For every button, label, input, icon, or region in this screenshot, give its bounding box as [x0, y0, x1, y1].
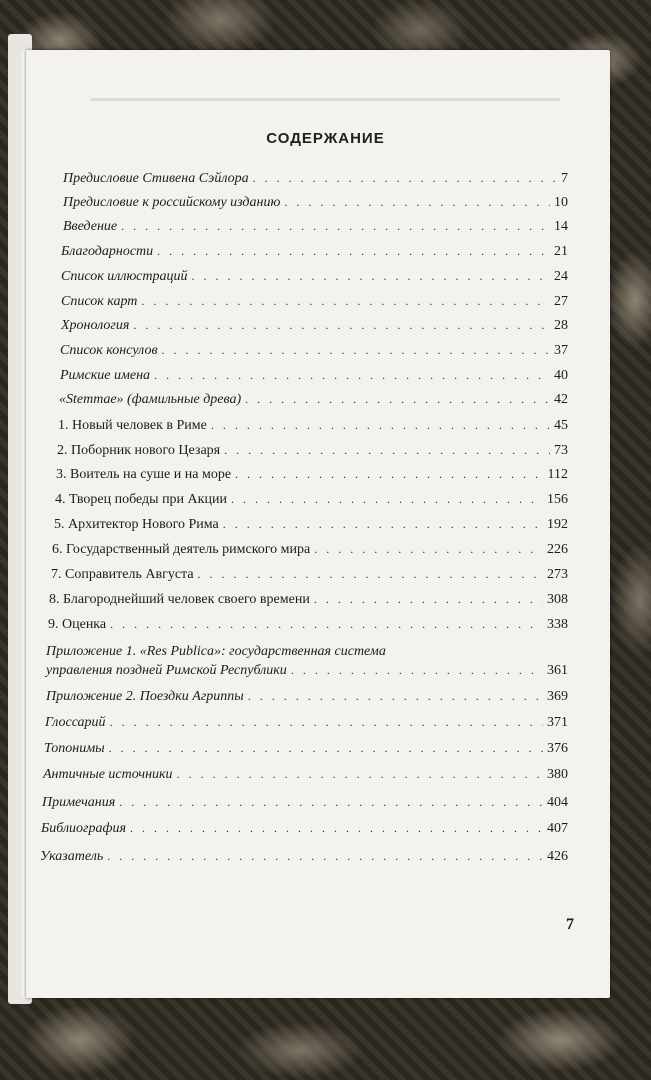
toc-entry	[63, 171, 568, 191]
toc-entry-label: Античные источники	[43, 767, 173, 782]
toc-entry	[61, 244, 568, 264]
toc-entry-page: 28	[554, 318, 568, 333]
leader-dots	[245, 392, 550, 407]
leader-dots	[119, 795, 543, 810]
toc-entry-label: Топонимы	[44, 741, 105, 756]
leader-dots	[107, 849, 543, 864]
toc-entry-label: Приложение 2. Поездки Агриппы	[46, 689, 244, 704]
leader-dots	[162, 343, 550, 358]
toc-entry-label: 4. Творец победы при Акции	[55, 492, 227, 507]
leader-dots	[235, 467, 543, 482]
toc-entry-label: 3. Воитель на суше и на море	[56, 467, 232, 482]
leader-dots	[314, 542, 543, 557]
toc-entry-page: 404	[547, 795, 568, 810]
toc-entry-page: 226	[547, 542, 568, 557]
leader-dots	[198, 567, 543, 582]
toc-entry-page: 73	[554, 443, 568, 458]
toc-entry	[63, 195, 568, 215]
page-number: 7	[566, 916, 574, 933]
toc-entry	[63, 219, 568, 239]
toc-chapter	[54, 517, 568, 537]
toc-entry	[46, 663, 568, 683]
toc-chapter	[58, 418, 568, 438]
toc-entry-page: 14	[554, 219, 568, 234]
toc-entry-page: 156	[547, 492, 568, 507]
toc-entry-page: 380	[547, 767, 568, 782]
toc-entry-label: 8. Благороднейший человек своего времени	[49, 592, 310, 607]
toc-entry	[40, 849, 568, 869]
toc-entry	[45, 715, 568, 735]
leader-dots	[291, 663, 543, 678]
toc-chapter	[52, 542, 568, 562]
toc-entry-label: 2. Поборник нового Цезаря	[57, 443, 221, 458]
leader-dots	[248, 689, 543, 704]
show-through-text	[90, 98, 560, 101]
appendix-1-first-line: Приложение 1. «Res Publica»: государственная система	[46, 644, 386, 659]
toc-entry-label: Список карт	[61, 294, 138, 309]
toc-entry	[41, 821, 568, 841]
toc-chapter	[48, 617, 568, 637]
toc-entry-label: 9. Оценка	[48, 617, 107, 632]
leader-dots	[141, 294, 550, 309]
toc-entry-page: 10	[554, 195, 568, 210]
toc-entry-label: Благодарности	[61, 244, 154, 259]
toc-entry-page: 37	[554, 343, 568, 358]
leader-dots	[110, 715, 543, 730]
leader-dots	[110, 617, 543, 632]
toc-entry-page: 338	[547, 617, 568, 632]
leader-dots	[154, 368, 550, 383]
toc-entry-label: Примечания	[42, 795, 116, 810]
toc-entry	[61, 318, 568, 338]
leader-dots	[314, 592, 543, 607]
toc-entry	[61, 294, 568, 314]
toc-entry-label: 7. Соправитель Августа	[51, 567, 194, 582]
toc-chapter	[51, 567, 568, 587]
toc-entry-page: 308	[547, 592, 568, 607]
leader-dots	[133, 318, 550, 333]
toc-entry-label: 6. Государственный деятель римского мира	[52, 542, 311, 557]
toc-entry	[42, 795, 568, 815]
toc-entry-page: 192	[547, 517, 568, 532]
toc-entry-page: 27	[554, 294, 568, 309]
toc-entry-page: 407	[547, 821, 568, 836]
toc-entry-label: Введение	[63, 219, 118, 234]
toc-entry	[46, 689, 568, 709]
toc-entry	[44, 741, 568, 761]
toc-entry-page: 42	[554, 392, 568, 407]
toc-entry-label: Предисловие Стивена Сэйлора	[63, 171, 249, 186]
leader-dots	[211, 418, 550, 433]
toc-entry-label: 5. Архитектор Нового Рима	[54, 517, 219, 532]
leader-dots	[284, 195, 550, 210]
leader-dots	[157, 244, 550, 259]
toc-entry-label: «Stemmae» (фамильные древа)	[59, 392, 242, 407]
toc-entry-page: 371	[547, 715, 568, 730]
toc-entry-label: Хронология	[61, 318, 130, 333]
toc-entry-page: 7	[561, 171, 568, 186]
toc-entry-page: 112	[547, 467, 568, 482]
page-title: СОДЕРЖАНИЕ	[266, 130, 385, 147]
toc-entry-page: 21	[554, 244, 568, 259]
toc-entry-label: Глоссарий	[45, 715, 106, 730]
toc-entry-label: Римские имена	[60, 368, 151, 383]
leader-dots	[121, 219, 550, 234]
toc-entry-page: 40	[554, 368, 568, 383]
leader-dots	[177, 767, 543, 782]
toc-entry	[43, 767, 568, 787]
toc-entry-label: Список иллюстраций	[61, 269, 188, 284]
leader-dots	[191, 269, 550, 284]
toc-entry	[59, 392, 568, 412]
leader-dots	[130, 821, 543, 836]
leader-dots	[223, 517, 543, 532]
toc-chapter	[57, 443, 568, 463]
toc-entry	[60, 368, 568, 388]
toc-entry-label: Предисловие к российскому изданию	[63, 195, 281, 210]
toc-entry-label: 1. Новый человек в Риме	[58, 418, 207, 433]
toc-entry	[61, 269, 568, 289]
toc-entry-page: 273	[547, 567, 568, 582]
toc-chapter	[56, 467, 568, 487]
toc-entry-label: управления поздней Римской Республики	[46, 663, 287, 678]
toc-entry-page: 361	[547, 663, 568, 678]
leader-dots	[231, 492, 543, 507]
toc-entry-page: 45	[554, 418, 568, 433]
toc-chapter	[49, 592, 568, 612]
leader-dots	[253, 171, 557, 186]
toc-entry-page: 369	[547, 689, 568, 704]
toc-entry-label: Библиография	[41, 821, 126, 836]
toc-entry-page: 426	[547, 849, 568, 864]
toc-entry-label: Список консулов	[60, 343, 158, 358]
toc-entry-page: 24	[554, 269, 568, 284]
leader-dots	[109, 741, 543, 756]
leader-dots	[224, 443, 550, 458]
toc-chapter	[55, 492, 568, 512]
toc-entry	[60, 343, 568, 363]
toc-entry-label: Указатель	[40, 849, 104, 864]
toc-entry-page: 376	[547, 741, 568, 756]
